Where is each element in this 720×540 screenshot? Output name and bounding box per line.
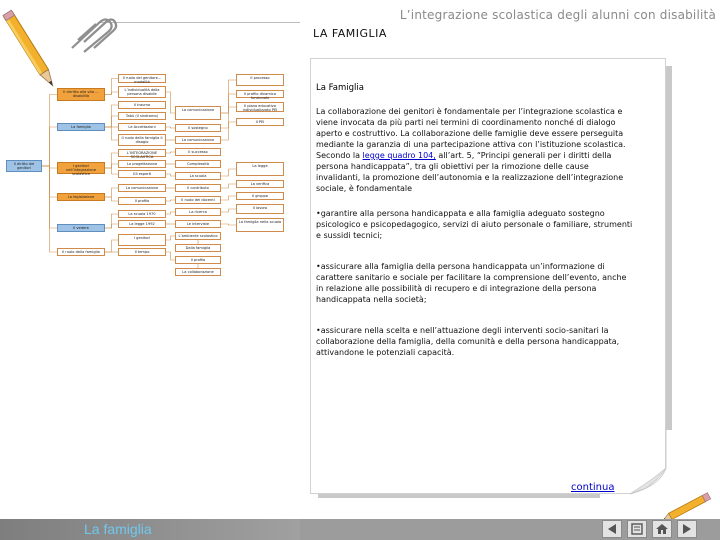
concept-node: Il PEI bbox=[236, 118, 284, 126]
concept-node: L’ambiente scolastico bbox=[175, 232, 221, 240]
concept-node: I genitori bbox=[118, 234, 166, 246]
next-button[interactable] bbox=[677, 520, 697, 538]
first-page-icon bbox=[630, 523, 644, 535]
concept-node: La comunicazione bbox=[118, 184, 166, 192]
connector-line bbox=[105, 168, 118, 174]
concept-node: La legislazione bbox=[57, 193, 105, 201]
concept-node: Il processo bbox=[236, 74, 284, 86]
concept-node: Il ruolo della famiglia bbox=[57, 248, 105, 256]
connector-line bbox=[166, 152, 175, 153]
concept-node: La famiglia nella scuola bbox=[236, 218, 284, 232]
concept-node: Il diritto dei genitori bbox=[6, 160, 42, 172]
concept-node: Il ruolo della famiglia il disagio bbox=[118, 134, 166, 146]
concept-node: La scuola 1970 bbox=[118, 210, 166, 218]
connector-line bbox=[166, 200, 175, 201]
concept-node: Il tempo bbox=[118, 248, 166, 256]
concept-node: Il vedere bbox=[57, 224, 105, 232]
intro-secondo-text: Secondo la bbox=[316, 151, 363, 160]
connector-line bbox=[105, 116, 118, 127]
concept-node: La legge bbox=[236, 162, 284, 176]
concept-node: Il sostegno bbox=[175, 124, 221, 132]
connector-line bbox=[105, 197, 118, 201]
concept-node: Il gruppo bbox=[236, 192, 284, 200]
concept-node: La comunicazione bbox=[175, 106, 221, 120]
concept-node: La comunicazione bbox=[175, 136, 221, 144]
connector-line bbox=[166, 92, 175, 113]
concept-node: Il contributo bbox=[175, 184, 221, 192]
connector-line bbox=[105, 240, 118, 252]
concept-node: Complessità bbox=[175, 160, 221, 168]
connector-line bbox=[166, 236, 175, 240]
connector-line bbox=[221, 196, 236, 200]
connector-line bbox=[42, 127, 57, 166]
connector-line bbox=[105, 224, 118, 228]
section-title: LA FAMIGLIA bbox=[313, 27, 387, 40]
concept-node: Il profilo bbox=[118, 197, 166, 205]
connector-line bbox=[166, 212, 175, 214]
connector-line bbox=[166, 252, 175, 260]
concept-node: La ricerca bbox=[175, 208, 221, 216]
home-icon bbox=[655, 523, 669, 535]
connector-line bbox=[105, 188, 118, 197]
concept-node: Il lavoro bbox=[236, 204, 284, 214]
concept-node: Gli esperti bbox=[118, 170, 166, 178]
first-page-button[interactable] bbox=[627, 520, 647, 538]
intro-text: La collaborazione dei genitori è fondamentale per l’integrazione scolastica e viene invocata da più parti nei termini di coordinamento nonché di dialogo aperto e costruttivo. La collaborazione delle famiglie deve essere perseguita mediante la garanzia di una partecipazione attiva con l’istituzione scolastica. bbox=[316, 107, 626, 149]
law-104-link[interactable]: legge quadro 104, bbox=[362, 151, 436, 160]
bullet-support: •garantire alla persona handicappata e alla famiglia adeguato sostegno psicologico e psicopedagogico, servizi di aiuto personale o familiare, strumenti e sussidi tecnici; bbox=[316, 209, 633, 240]
bullet-collaboration: •assicurare nella scelta e nell’attuazione degli interventi socio-sanitari la collaborazione della famiglia, della comunità e della persona handicappata, attivandone le potenziali capacità. bbox=[316, 326, 620, 357]
concept-node: L’INTEGRAZIONE SCOLASTICA bbox=[118, 149, 166, 157]
connector-line bbox=[42, 166, 57, 252]
concept-node: La famiglia bbox=[57, 123, 105, 131]
connector-line bbox=[166, 127, 175, 128]
intro-paragraph bbox=[316, 106, 634, 194]
header-divider-left bbox=[100, 22, 300, 23]
connector-line bbox=[221, 122, 236, 140]
presentation-title: L’integrazione scolastica degli alunni con disabilità bbox=[399, 8, 716, 22]
connector-line bbox=[105, 92, 118, 95]
prev-button[interactable] bbox=[602, 520, 622, 538]
connector-line bbox=[105, 127, 118, 140]
concept-node: Il piano educativo individualizzato PEI bbox=[236, 102, 284, 112]
paper-clips-icon bbox=[66, 14, 118, 58]
concept-node: La collaborazione bbox=[175, 268, 221, 276]
concept-node: La legge 1992 bbox=[118, 220, 166, 228]
arrow-right-icon bbox=[680, 523, 694, 535]
concept-node: Il ruolo del genitore... modalità bbox=[118, 74, 166, 83]
connector-line bbox=[221, 184, 236, 188]
connector-line bbox=[221, 209, 236, 212]
home-button[interactable] bbox=[652, 520, 672, 538]
concept-node: Il profilo bbox=[175, 256, 221, 264]
concept-node: Il successo bbox=[175, 148, 221, 156]
connector-line bbox=[105, 164, 118, 168]
bullet-information: •assicurare alla famiglia della persona handicappata un’informazione di carattere sanitario e sociale per facilitare la comprensione dell’evento, anche in relazione alle possibilità di recupero e di integrazione della persona handicappata nella società; bbox=[316, 262, 627, 304]
concept-node: Il dirritto alla vita ... disabilità bbox=[57, 88, 105, 101]
connector-line bbox=[221, 169, 236, 176]
concept-node: Le interviste bbox=[175, 220, 221, 228]
concept-node: La verifica bbox=[236, 180, 284, 188]
concept-node: Il ruolo dei docenti bbox=[175, 196, 221, 204]
concept-node: La progettazione bbox=[118, 160, 166, 168]
intro-after-link-text: all’art. 5, “Principi generali per i diritti della persona handicappata”, tra gli obiettivi per la rimozione delle cause invalidanti, la promozione dell’autonomia e la realizzazione dell’integrazione sociale, è fondamentale bbox=[316, 151, 624, 193]
continue-link[interactable]: continua bbox=[571, 482, 615, 493]
concept-node: La scuola bbox=[175, 172, 221, 180]
concept-map-diagram bbox=[0, 68, 290, 278]
concept-node: Il trauma bbox=[118, 101, 166, 109]
concept-node: Il profilo dinamico funzionale bbox=[236, 90, 284, 98]
footer-label: La famiglia bbox=[84, 521, 152, 537]
arrow-left-icon bbox=[605, 523, 619, 535]
connector-line bbox=[221, 224, 236, 225]
card-title: La Famiglia bbox=[316, 83, 364, 93]
concept-node: Le Accettazioni bbox=[118, 123, 166, 131]
concept-node: L’individualità della persona disabile bbox=[118, 86, 166, 98]
card-body bbox=[316, 106, 634, 369]
connector-line bbox=[166, 174, 175, 176]
concept-node: Tabù (il sindromo) bbox=[118, 112, 166, 120]
concept-node: Dalla famiglia bbox=[175, 244, 221, 252]
concept-node: I genitori nell’integrazione scolastica bbox=[57, 162, 105, 174]
